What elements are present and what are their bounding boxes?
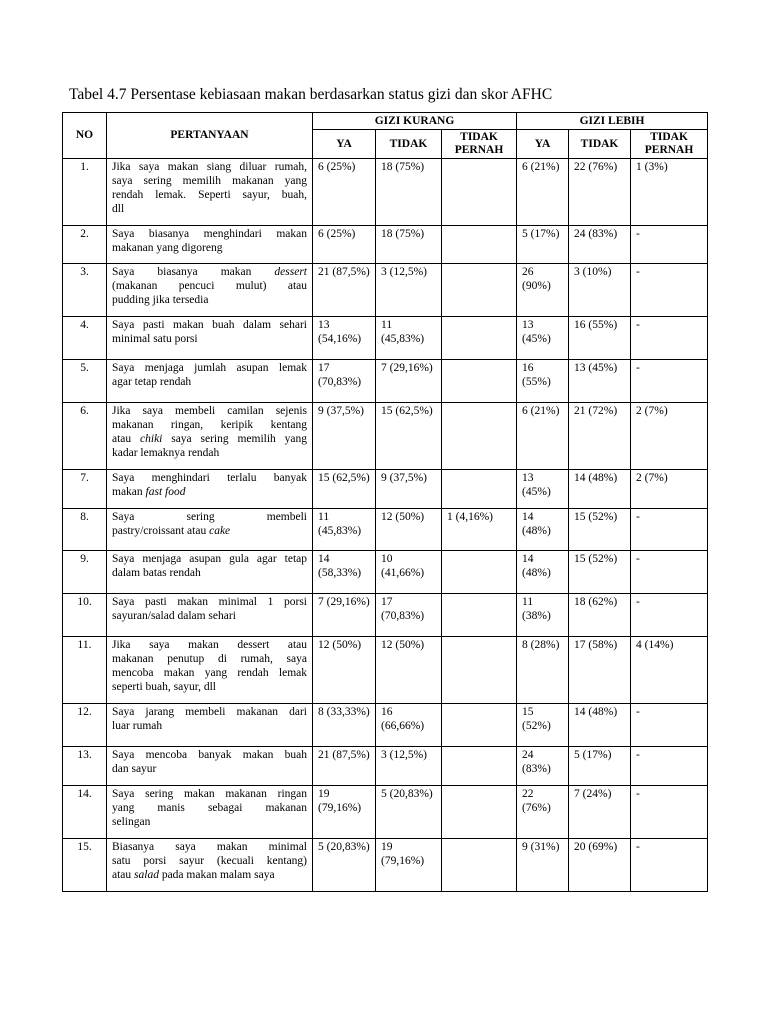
- question-line: Saya biasanya makan dessert: [112, 266, 307, 278]
- header-no: NO: [63, 113, 107, 159]
- value-l-tidak: 13 (45%): [569, 360, 631, 403]
- header-lebih-tidak-pernah: TIDAK PERNAH: [631, 130, 708, 159]
- value-l-tidak: 24 (83%): [569, 226, 631, 264]
- value-k-tp: [442, 159, 517, 226]
- header-gizi-kurang: GIZI KURANG: [313, 113, 517, 130]
- question-text: [107, 704, 313, 747]
- value-k-tp: [442, 839, 517, 892]
- question-line: seperti buah, sayur, dll: [112, 681, 216, 693]
- question-line: luar rumah: [112, 720, 163, 732]
- row-number: 4.: [63, 317, 107, 360]
- table-row: [63, 317, 708, 360]
- header-kurang-ya: YA: [313, 130, 376, 159]
- value-l-ya: 14 (48%): [517, 509, 569, 551]
- row-number: 7.: [63, 470, 107, 509]
- value-l-tp: -: [631, 317, 708, 360]
- value-l-tp: 2 (7%): [631, 470, 708, 509]
- value-k-ya: 5 (20,83%): [313, 839, 376, 892]
- table-row: [63, 551, 708, 594]
- value-l-ya: 24 (83%): [517, 747, 569, 786]
- value-l-ya: 11 (38%): [517, 594, 569, 637]
- value-l-tp: 1 (3%): [631, 159, 708, 226]
- question-line: mencoba makan yang rendah lemak: [112, 667, 307, 679]
- question-text: [107, 226, 313, 264]
- italic-term: salad: [134, 869, 159, 881]
- value-k-tp: [442, 551, 517, 594]
- question-text: [107, 317, 313, 360]
- value-k-tp: [442, 786, 517, 839]
- header-lebih-tidak: TIDAK: [569, 130, 631, 159]
- row-number: 2.: [63, 226, 107, 264]
- value-k-ya: 8 (33,33%): [313, 704, 376, 747]
- row-number: 14.: [63, 786, 107, 839]
- question-line: makanan ringan, keripik kentang: [112, 419, 307, 431]
- value-l-ya: 5 (17%): [517, 226, 569, 264]
- value-l-ya: 9 (31%): [517, 839, 569, 892]
- question-line: (makanan pencuci mulut) atau: [112, 280, 307, 292]
- value-k-ya: 13 (54,16%): [313, 317, 376, 360]
- question-line: pudding jika tersedia: [112, 294, 209, 306]
- question-line: saya sering memilih makanan yang: [112, 175, 307, 187]
- question-line: Saya menjaga asupan gula agar tetap: [112, 553, 307, 565]
- value-l-tp: -: [631, 360, 708, 403]
- italic-term: chiki: [140, 433, 163, 445]
- value-k-ya: 12 (50%): [313, 637, 376, 704]
- value-k-tidak: 3 (12,5%): [376, 747, 442, 786]
- row-number: 1.: [63, 159, 107, 226]
- table-row: [63, 403, 708, 470]
- table-row: [63, 839, 708, 892]
- table-row: [63, 637, 708, 704]
- value-k-tp: [442, 264, 517, 317]
- question-text: [107, 470, 313, 509]
- value-l-ya: 26 (90%): [517, 264, 569, 317]
- question-line: Jika saya membeli camilan sejenis: [112, 405, 307, 417]
- question-line: Saya menghindari terlalu banyak: [112, 472, 307, 484]
- question-line: minimal satu porsi: [112, 333, 198, 345]
- header-kurang-tidak: TIDAK: [376, 130, 442, 159]
- row-number: 9.: [63, 551, 107, 594]
- question-line: agar tetap rendah: [112, 376, 192, 388]
- question-line: makan fast food: [112, 486, 186, 498]
- value-k-tidak: 15 (62,5%): [376, 403, 442, 470]
- question-line: Jika saya makan siang diluar rumah,: [112, 161, 307, 173]
- question-line: dan sayur: [112, 763, 157, 775]
- question-text: [107, 551, 313, 594]
- question-text: [107, 264, 313, 317]
- value-l-ya: 8 (28%): [517, 637, 569, 704]
- header-gizi-lebih: GIZI LEBIH: [517, 113, 708, 130]
- question-line: makanan yang digoreng: [112, 242, 223, 254]
- table-row: [63, 470, 708, 509]
- question-line: atau chiki saya sering memilih yang: [112, 433, 307, 445]
- question-line: Saya menjaga jumlah asupan lemak: [112, 362, 307, 374]
- value-l-tidak: 18 (62%): [569, 594, 631, 637]
- value-k-ya: 11 (45,83%): [313, 509, 376, 551]
- table-row: [63, 704, 708, 747]
- value-k-tidak: 12 (50%): [376, 509, 442, 551]
- question-line: atau salad pada makan malam saya: [112, 869, 275, 881]
- question-line: Jika saya makan dessert atau: [112, 639, 307, 651]
- value-l-ya: 6 (21%): [517, 159, 569, 226]
- value-l-tp: -: [631, 594, 708, 637]
- table-caption: Tabel 4.7 Persentase kebiasaan makan berdasarkan status gizi dan skor AFHC: [69, 86, 553, 103]
- italic-term: cake: [209, 525, 231, 537]
- value-l-tidak: 7 (24%): [569, 786, 631, 839]
- table-row: [63, 509, 708, 551]
- question-line: Saya mencoba banyak makan buah: [112, 749, 307, 761]
- question-text: [107, 786, 313, 839]
- value-l-ya: 13 (45%): [517, 470, 569, 509]
- value-l-tidak: 22 (76%): [569, 159, 631, 226]
- question-text: [107, 360, 313, 403]
- question-text: [107, 403, 313, 470]
- value-l-tidak: 14 (48%): [569, 470, 631, 509]
- value-l-tidak: 14 (48%): [569, 704, 631, 747]
- question-line: makanan penutup di rumah, saya: [112, 653, 307, 665]
- value-l-tidak: 15 (52%): [569, 509, 631, 551]
- header-lebih-ya: YA: [517, 130, 569, 159]
- question-line: pastry/croissant atau cake: [112, 525, 231, 537]
- value-l-tp: -: [631, 839, 708, 892]
- row-number: 12.: [63, 704, 107, 747]
- question-line: selingan: [112, 816, 151, 828]
- value-k-tp: 1 (4,16%): [442, 509, 517, 551]
- question-line: satu porsi sayur (kecuali kentang): [112, 855, 307, 867]
- value-k-tidak: 18 (75%): [376, 226, 442, 264]
- value-k-tidak: 16 (66,66%): [376, 704, 442, 747]
- value-l-tp: -: [631, 704, 708, 747]
- value-l-tp: -: [631, 264, 708, 317]
- table-row: [63, 226, 708, 264]
- value-l-tidak: 15 (52%): [569, 551, 631, 594]
- value-l-tp: 2 (7%): [631, 403, 708, 470]
- value-l-tp: -: [631, 509, 708, 551]
- question-line: yang manis sebagai makanan: [112, 802, 307, 814]
- value-k-tidak: 5 (20,83%): [376, 786, 442, 839]
- value-l-tidak: 5 (17%): [569, 747, 631, 786]
- question-line: Saya biasanya menghindari makan: [112, 228, 307, 240]
- value-l-ya: 15 (52%): [517, 704, 569, 747]
- question-text: [107, 839, 313, 892]
- question-text: [107, 747, 313, 786]
- question-line: Saya jarang membeli makanan dari: [112, 706, 307, 718]
- value-l-ya: 22 (76%): [517, 786, 569, 839]
- value-k-tp: [442, 747, 517, 786]
- value-l-tp: -: [631, 786, 708, 839]
- value-k-tidak: 10 (41,66%): [376, 551, 442, 594]
- value-k-ya: 14 (58,33%): [313, 551, 376, 594]
- question-line: rendah lemak. Seperti sayur, buah,: [112, 189, 307, 201]
- value-l-tp: -: [631, 747, 708, 786]
- value-k-ya: 21 (87,5%): [313, 747, 376, 786]
- table-row: [63, 159, 708, 226]
- value-l-tidak: 20 (69%): [569, 839, 631, 892]
- value-l-tidak: 21 (72%): [569, 403, 631, 470]
- value-k-ya: 6 (25%): [313, 159, 376, 226]
- value-k-ya: 21 (87,5%): [313, 264, 376, 317]
- value-k-tidak: 9 (37,5%): [376, 470, 442, 509]
- value-k-tp: [442, 360, 517, 403]
- table-row: [63, 747, 708, 786]
- value-k-ya: 15 (62,5%): [313, 470, 376, 509]
- row-number: 8.: [63, 509, 107, 551]
- question-line: Saya pasti makan minimal 1 porsi: [112, 596, 307, 608]
- value-k-tp: [442, 470, 517, 509]
- table-row: [63, 264, 708, 317]
- value-l-tp: -: [631, 226, 708, 264]
- value-k-tp: [442, 226, 517, 264]
- value-l-tidak: 16 (55%): [569, 317, 631, 360]
- header-kurang-tidak-pernah: TIDAK PERNAH: [442, 130, 517, 159]
- value-k-tidak: 18 (75%): [376, 159, 442, 226]
- value-l-tp: -: [631, 551, 708, 594]
- question-text: [107, 159, 313, 226]
- value-l-tp: 4 (14%): [631, 637, 708, 704]
- habits-table: [62, 112, 708, 892]
- question-line: Saya pasti makan buah dalam sehari: [112, 319, 307, 331]
- value-k-ya: 19 (79,16%): [313, 786, 376, 839]
- value-k-tidak: 11 (45,83%): [376, 317, 442, 360]
- question-line: Saya sering makan makanan ringan: [112, 788, 307, 800]
- value-k-tp: [442, 403, 517, 470]
- question-line: Biasanya saya makan minimal: [112, 841, 307, 853]
- value-k-ya: 9 (37,5%): [313, 403, 376, 470]
- table-row: [63, 594, 708, 637]
- value-l-tidak: 3 (10%): [569, 264, 631, 317]
- value-k-tp: [442, 637, 517, 704]
- italic-term: fast food: [145, 486, 186, 498]
- header-question: PERTANYAAN: [107, 113, 313, 159]
- question-text: [107, 637, 313, 704]
- row-number: 13.: [63, 747, 107, 786]
- question-text: [107, 594, 313, 637]
- value-l-ya: 13 (45%): [517, 317, 569, 360]
- row-number: 10.: [63, 594, 107, 637]
- question-text: [107, 509, 313, 551]
- question-line: dalam batas rendah: [112, 567, 201, 579]
- row-number: 6.: [63, 403, 107, 470]
- question-line: dll: [112, 203, 125, 215]
- value-l-tidak: 17 (58%): [569, 637, 631, 704]
- value-l-ya: 16 (55%): [517, 360, 569, 403]
- table-row: [63, 786, 708, 839]
- value-k-tidak: 17 (70,83%): [376, 594, 442, 637]
- row-number: 3.: [63, 264, 107, 317]
- value-k-tp: [442, 704, 517, 747]
- value-l-ya: 6 (21%): [517, 403, 569, 470]
- value-k-tp: [442, 594, 517, 637]
- italic-term: dessert: [274, 266, 307, 278]
- row-number: 11.: [63, 637, 107, 704]
- question-line: Saya sering membeli: [112, 511, 307, 523]
- row-number: 15.: [63, 839, 107, 892]
- value-k-tidak: 3 (12,5%): [376, 264, 442, 317]
- value-k-ya: 7 (29,16%): [313, 594, 376, 637]
- question-line: kadar lemaknya rendah: [112, 447, 220, 459]
- value-k-ya: 6 (25%): [313, 226, 376, 264]
- value-k-ya: 17 (70,83%): [313, 360, 376, 403]
- value-l-ya: 14 (48%): [517, 551, 569, 594]
- value-k-tp: [442, 317, 517, 360]
- table-row: [63, 360, 708, 403]
- value-k-tidak: 7 (29,16%): [376, 360, 442, 403]
- row-number: 5.: [63, 360, 107, 403]
- value-k-tidak: 12 (50%): [376, 637, 442, 704]
- value-k-tidak: 19 (79,16%): [376, 839, 442, 892]
- question-line: sayuran/salad dalam sehari: [112, 610, 236, 622]
